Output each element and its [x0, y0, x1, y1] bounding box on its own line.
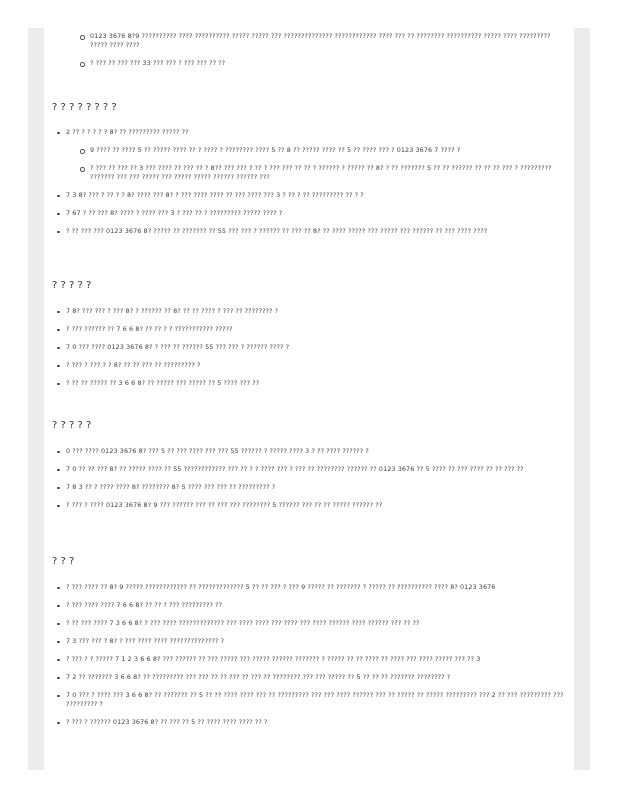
list-item: 7 0 ??? ? ???? ??? 3 6 6 8? ?? ??????? ?? 5 ?? ?? ???? ???? ??? ?? ????????? ??? ??? ???? ?????? ??? ?? ????? ?? ????? ????????? ??? 2 ?? ??? ????????? ??? ????????? ?: [44, 691, 566, 709]
list-item: 7 0 ??? ???? 0123 3676 8? ? ??? ?? ?????? 55 ??? ??? ? ?????? ???? ?: [44, 343, 566, 352]
section-heading: ? ? ? ? ? ? ? ?: [52, 102, 117, 113]
list-item: 7 0 ?? ?? ??? 8? ?? ????? ???? ?? 55 ???????????? ??? ?? ? ? ???? ??? ? ??? ?? ???????? ?????? ?? 0123 3676 ?? 5 ???? ?? ??? ???? ?? ?? ??? ??: [44, 465, 566, 474]
list-item: ? ??? ? ?????? 0123 3676 8? ?? ??? ?? 5 ?? ???? ???? ???? ?? ?: [44, 718, 566, 727]
list-item: 7 3 8? ??? ? ?? ? ? 8? ???? ??? 8? ? ??? ???? ???? ?? ??? ???? ??? 3 ? ?? ? ?? ????????? ?? ? ?: [44, 191, 566, 200]
list-item: ? ?? ??? ???? 7 3 6 6 8? ? ??? ???? ????????????? ??? ???? ???? ??? ???? ??? ???? ?????? ???? ?????? ??? ?? ??: [44, 619, 566, 628]
section-heading: ? ? ? ? ?: [52, 280, 92, 291]
list-item: 7 67 ? ?? ??? 8? ???? ? ???? ??? 3 ? ??? ?? ? ????????? ????? ???? ?: [44, 209, 566, 218]
list-item: ? ??? ???? ???? 7 6 6 8? ?? ?? ? ??? ????????? ??: [44, 601, 566, 610]
bullet-list: [44, 583, 566, 736]
section-heading: ? ? ? ? ?: [52, 420, 92, 431]
list-item: ? ??? ?????? ?? 7 6 6 8? ?? ?? ? ? ??????????? ?????: [44, 325, 566, 334]
list-item: 7 8 3 ?? ? ???? ???? 8? ???????? 8? 5 ???? ??? ??? ?? ????????? ?: [44, 483, 566, 492]
list-item: 0 ??? ???? 0123 3676 8? ??? 5 ?? ??? ???? ??? ??? 55 ?????? ? ????? ???? 3 ? ?? ???? ?????? ?: [44, 447, 566, 456]
section-heading: ? ? ?: [52, 556, 75, 567]
bullet-list: [44, 128, 566, 245]
list-item: 2 ?? ? ? ? ? ? 8? ?? ????????? ????? ??: [44, 128, 566, 137]
sub-list-item: 9 ???? ?? ???? 5 ?? ????? ???? ?? ? ???? ? ???????? ???? 5 ?? 8 ?? ????? ???? ?? 5 ?? ???? ??? ? 0123 3676 7 ???? ?: [44, 146, 566, 155]
list-item: 7 3 ??? ??? ? 8? ? ??? ???? ???? ?????????????? ?: [44, 637, 566, 646]
bullet-list: [44, 307, 566, 397]
bullet-list: [44, 32, 566, 77]
document-content: [44, 28, 574, 770]
bullet-list: [44, 447, 566, 519]
sub-list-item: ? ??? ?? ??? ?? 3 ??? ???? ?? ??? ?? ? 8?? ??? ??? ? ?? ? ??? ??? ?? ?? ? ?????? ? ????? ?? 8? ? ?? ??????? 5 ?? ?? ?????? ?? ?? ?? ??? ? ????????? ??????? ??? ??? ????? ??? ????? ????? ?????? ?????? ???: [44, 164, 566, 182]
list-item: ? ??? ???? ?? 8? 9 ????? ???????????? ?? ????????????? 5 ?? ?? ??? ? ??? 9 ????? ?? ??????? ? ????? ?? ?????????? ???? 8? 0123 3676: [44, 583, 566, 592]
list-item: ? ??? ? ? ????? 7 1 2 3 6 6 8? ??? ?????? ?? ??? ????? ??? ????? ?????? ??????? ? ????? ?? ?? ???? ?? ???? ??? ???? ????? ??? ?? 3: [44, 655, 566, 664]
list-item: 7 8? ??? ??? ? ??? 8? ? ?????? ?? 8? ?? ?? ???? ? ??? ?? ???????? ?: [44, 307, 566, 316]
list-item: ? ?? ?? ????? ?? 3 6 6 8? ?? ????? ??? ????? ?? 5 ???? ??? ??: [44, 379, 566, 388]
list-item: 7 2 ?? ??????? 3 6 6 8? ?? ????????? ??? ??? ?? ?? ??? ?? ??? ?? ???????? ??? ??? ????? ?? 5 ?? ?? ?? ??????? ???????? ?: [44, 673, 566, 682]
list-item: ? ??? ? ???? 0123 3676 8? 9 ??? ?????? ??? ?? ??? ??? ???????? 5 ?????? ??? ?? ?? ????? ?????? ??: [44, 501, 566, 510]
sub-list-item: ? ??? ?? ??? ??? 33 ??? ??? ? ??? ??? ?? ??: [44, 59, 566, 68]
list-item: ? ??? ? ??? ? ? 8? ?? ?? ??? ?? ????????? ?: [44, 361, 566, 370]
document-page: [44, 28, 574, 770]
sub-list-item: 0123 3676 8?9 ?????????? ???? ?????????? ????? ????? ??? ?????????????? ???????????? ???? ??? ?? ???????? ?????????? ????? ???? ????????? ????? ???? ????: [44, 32, 566, 50]
list-item: ? ?? ??? ??? 0123 3676 8? ????? ?? ??????? ?? 55 ??? ??? ? ?????? ?? ??? ?? 8? ?? ???? ????? ??? ????? ??? ?????? ?? ??? ???? ????: [44, 227, 566, 236]
